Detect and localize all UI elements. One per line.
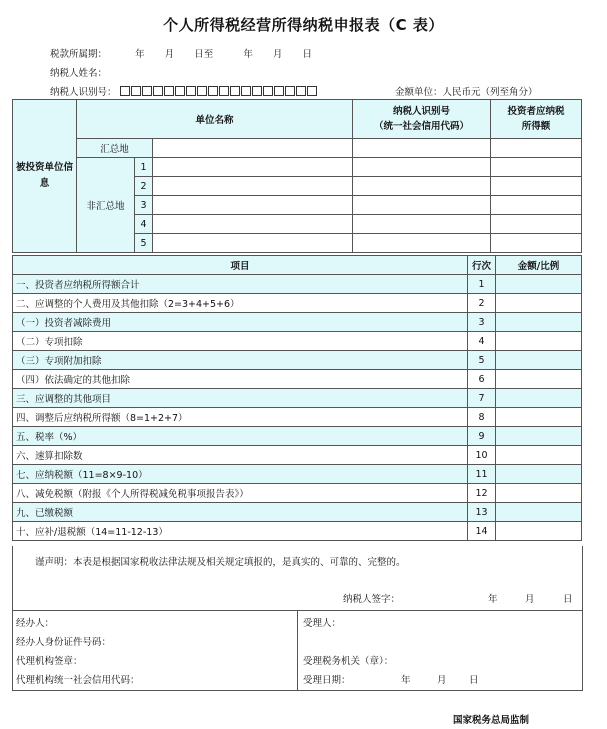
table-row (13, 370, 582, 389)
item-label: 四、调整后应纳税所得额（8=1+2+7） (13, 408, 468, 427)
supervisor-footer: 国家税务总局监制 (453, 715, 530, 726)
item-row-no: 2 (468, 294, 496, 313)
nonsummary-taxid-field[interactable] (353, 158, 491, 177)
income-header-line2: 所得额 (521, 121, 551, 132)
item-label: 一、投资者应纳税所得额合计 (13, 275, 468, 294)
item-row-no: 14 (468, 522, 496, 541)
item-amount-field[interactable] (496, 351, 582, 370)
item-amount-field[interactable] (496, 313, 582, 332)
signoff-box (12, 610, 583, 691)
item-label: （一）投资者减除费用 (13, 313, 468, 332)
nonsummary-taxid-field[interactable] (353, 234, 491, 253)
tax-period-row (50, 46, 312, 60)
item-label: 九、已缴税额 (13, 503, 468, 522)
item-amount-field[interactable] (496, 446, 582, 465)
item-row-no: 4 (468, 332, 496, 351)
amount-header: 金额/比例 (496, 256, 582, 275)
unit-name-header: 单位名称 (77, 100, 353, 139)
income-header (491, 100, 582, 139)
agency-seal-label: 代理机构签章： (16, 656, 83, 667)
item-label: （二）专项扣除 (13, 332, 468, 351)
nonsummary-row-no: 4 (135, 215, 153, 234)
declaration-text: 谨声明：本表是根据国家税收法律法规及相关规定填报的，是真实的、可靠的、完整的。 (35, 557, 406, 568)
item-amount-field[interactable] (496, 294, 582, 313)
taxpayer-signature-label: 纳税人签字： (343, 594, 401, 605)
receiver-label: 受理人： (303, 618, 342, 629)
nonsummary-unit-name-field[interactable] (153, 177, 353, 196)
nonsummary-taxid-field[interactable] (353, 196, 491, 215)
item-amount-field[interactable] (496, 408, 582, 427)
item-amount-field[interactable] (496, 503, 582, 522)
taxid-header-line1: 纳税人识别号 (392, 106, 450, 117)
period-year-1: 年 (135, 49, 145, 60)
agent-label: 经办人： (16, 618, 55, 629)
item-label: 六、速算扣除数 (13, 446, 468, 465)
period-month-1: 月 (164, 49, 175, 60)
declaration-month: 月 (525, 594, 535, 605)
item-row-no: 7 (468, 389, 496, 408)
tax-period-label: 税款所属期： (50, 49, 108, 60)
table-row (13, 446, 582, 465)
table-row (13, 275, 582, 294)
table-row (13, 503, 582, 522)
item-row-no: 10 (468, 446, 496, 465)
item-amount-field[interactable] (496, 465, 582, 484)
table-row (13, 465, 582, 484)
nonsummary-income-field[interactable] (491, 234, 582, 253)
nonsummary-row-no: 2 (135, 177, 153, 196)
investee-unit-table (12, 99, 582, 253)
period-year-2: 年 (243, 49, 253, 60)
item-label: （四）依法确定的其他扣除 (13, 370, 468, 389)
item-header: 项目 (13, 256, 468, 275)
taxid-header (353, 100, 491, 139)
nonsummary-income-field[interactable] (491, 177, 582, 196)
agent-id-label: 经办人身份证件号码： (16, 637, 112, 648)
item-row-no: 1 (468, 275, 496, 294)
receive-year: 年 (401, 675, 411, 686)
item-amount-field[interactable] (496, 522, 582, 541)
item-row-no: 13 (468, 503, 496, 522)
item-amount-field[interactable] (496, 275, 582, 294)
item-row-no: 3 (468, 313, 496, 332)
signoff-divider (297, 610, 298, 690)
table-row (13, 389, 582, 408)
item-label: 五、税率（%） (13, 427, 468, 446)
nonsummary-unit-name-field[interactable] (153, 234, 353, 253)
summary-taxid-field[interactable] (353, 139, 491, 158)
taxpayer-name-row (50, 65, 107, 79)
table-row (13, 294, 582, 313)
declaration-day: 日 (563, 594, 573, 605)
investee-group-label: 被投资单位信息 (13, 100, 77, 253)
receive-date-label: 受理日期： (303, 675, 351, 686)
receive-day: 日 (469, 675, 479, 686)
item-label: 三、应调整的其他项目 (13, 389, 468, 408)
item-row-no: 9 (468, 427, 496, 446)
nonsummary-unit-name-field[interactable] (153, 196, 353, 215)
item-label: 十、应补/退税额（14=11-12-13） (13, 522, 468, 541)
row-no-header: 行次 (468, 256, 496, 275)
period-month-2: 月 (272, 49, 283, 60)
item-label: 七、应纳税额（11=8×9-10） (13, 465, 468, 484)
nonsummary-income-field[interactable] (491, 158, 582, 177)
taxpayer-id-label: 纳税人识别号： (50, 87, 117, 98)
item-row-no: 6 (468, 370, 496, 389)
table-row (13, 427, 582, 446)
nonsummary-unit-name-field[interactable] (153, 215, 353, 234)
table-row (13, 522, 582, 541)
item-amount-field[interactable] (496, 484, 582, 503)
nonsummary-taxid-field[interactable] (353, 177, 491, 196)
item-amount-field[interactable] (496, 332, 582, 351)
taxpayer-name-label: 纳税人姓名： (50, 68, 108, 79)
item-amount-field[interactable] (496, 370, 582, 389)
item-label: 二、应调整的个人费用及其他扣除（2=3+4+5+6） (13, 294, 468, 313)
form-title: 个人所得税经营所得纳税申报表（C 表） (163, 16, 444, 34)
table-row (13, 351, 582, 370)
nonsummary-unit-name-field[interactable] (153, 158, 353, 177)
nonsummary-taxid-field[interactable] (353, 215, 491, 234)
agency-credit-label: 代理机构统一社会信用代码： (16, 675, 140, 686)
nonsummary-row-no: 1 (135, 158, 153, 177)
items-table (12, 255, 582, 541)
declaration-year: 年 (488, 594, 498, 605)
table-row (13, 313, 582, 332)
summary-unit-name-field[interactable] (153, 139, 353, 158)
taxid-header-line2: （统一社会信用代码） (373, 121, 469, 132)
currency-unit: 金额单位：人民币元（列至角分） (395, 87, 538, 98)
income-header-line1: 投资者应纳税 (507, 106, 565, 117)
nonsummary-income-field[interactable] (491, 196, 582, 215)
declaration-box (12, 546, 583, 611)
period-day-1: 日至 (194, 49, 214, 60)
item-label: （三）专项附加扣除 (13, 351, 468, 370)
item-row-no: 5 (468, 351, 496, 370)
nonsummary-row-no: 3 (135, 196, 153, 215)
taxpayer-id-boxes[interactable] (120, 87, 318, 98)
item-row-no: 8 (468, 408, 496, 427)
summary-label: 汇总地 (77, 139, 153, 158)
nonsummary-income-field[interactable] (491, 215, 582, 234)
tax-office-label: 受理税务机关（章）： (303, 656, 394, 667)
item-row-no: 12 (468, 484, 496, 503)
item-label: 八、减免税额（附报《个人所得税减免税事项报告表》） (13, 484, 468, 503)
table-row (13, 484, 582, 503)
nonsummary-label: 非汇总地 (77, 158, 135, 253)
summary-income-field[interactable] (491, 139, 582, 158)
item-amount-field[interactable] (496, 389, 582, 408)
item-amount-field[interactable] (496, 427, 582, 446)
taxpayer-id-row (50, 84, 318, 98)
receive-month: 月 (437, 675, 447, 686)
period-day-2: 日 (302, 49, 312, 60)
table-row (13, 408, 582, 427)
nonsummary-row-no: 5 (135, 234, 153, 253)
item-row-no: 11 (468, 465, 496, 484)
table-row (13, 332, 582, 351)
